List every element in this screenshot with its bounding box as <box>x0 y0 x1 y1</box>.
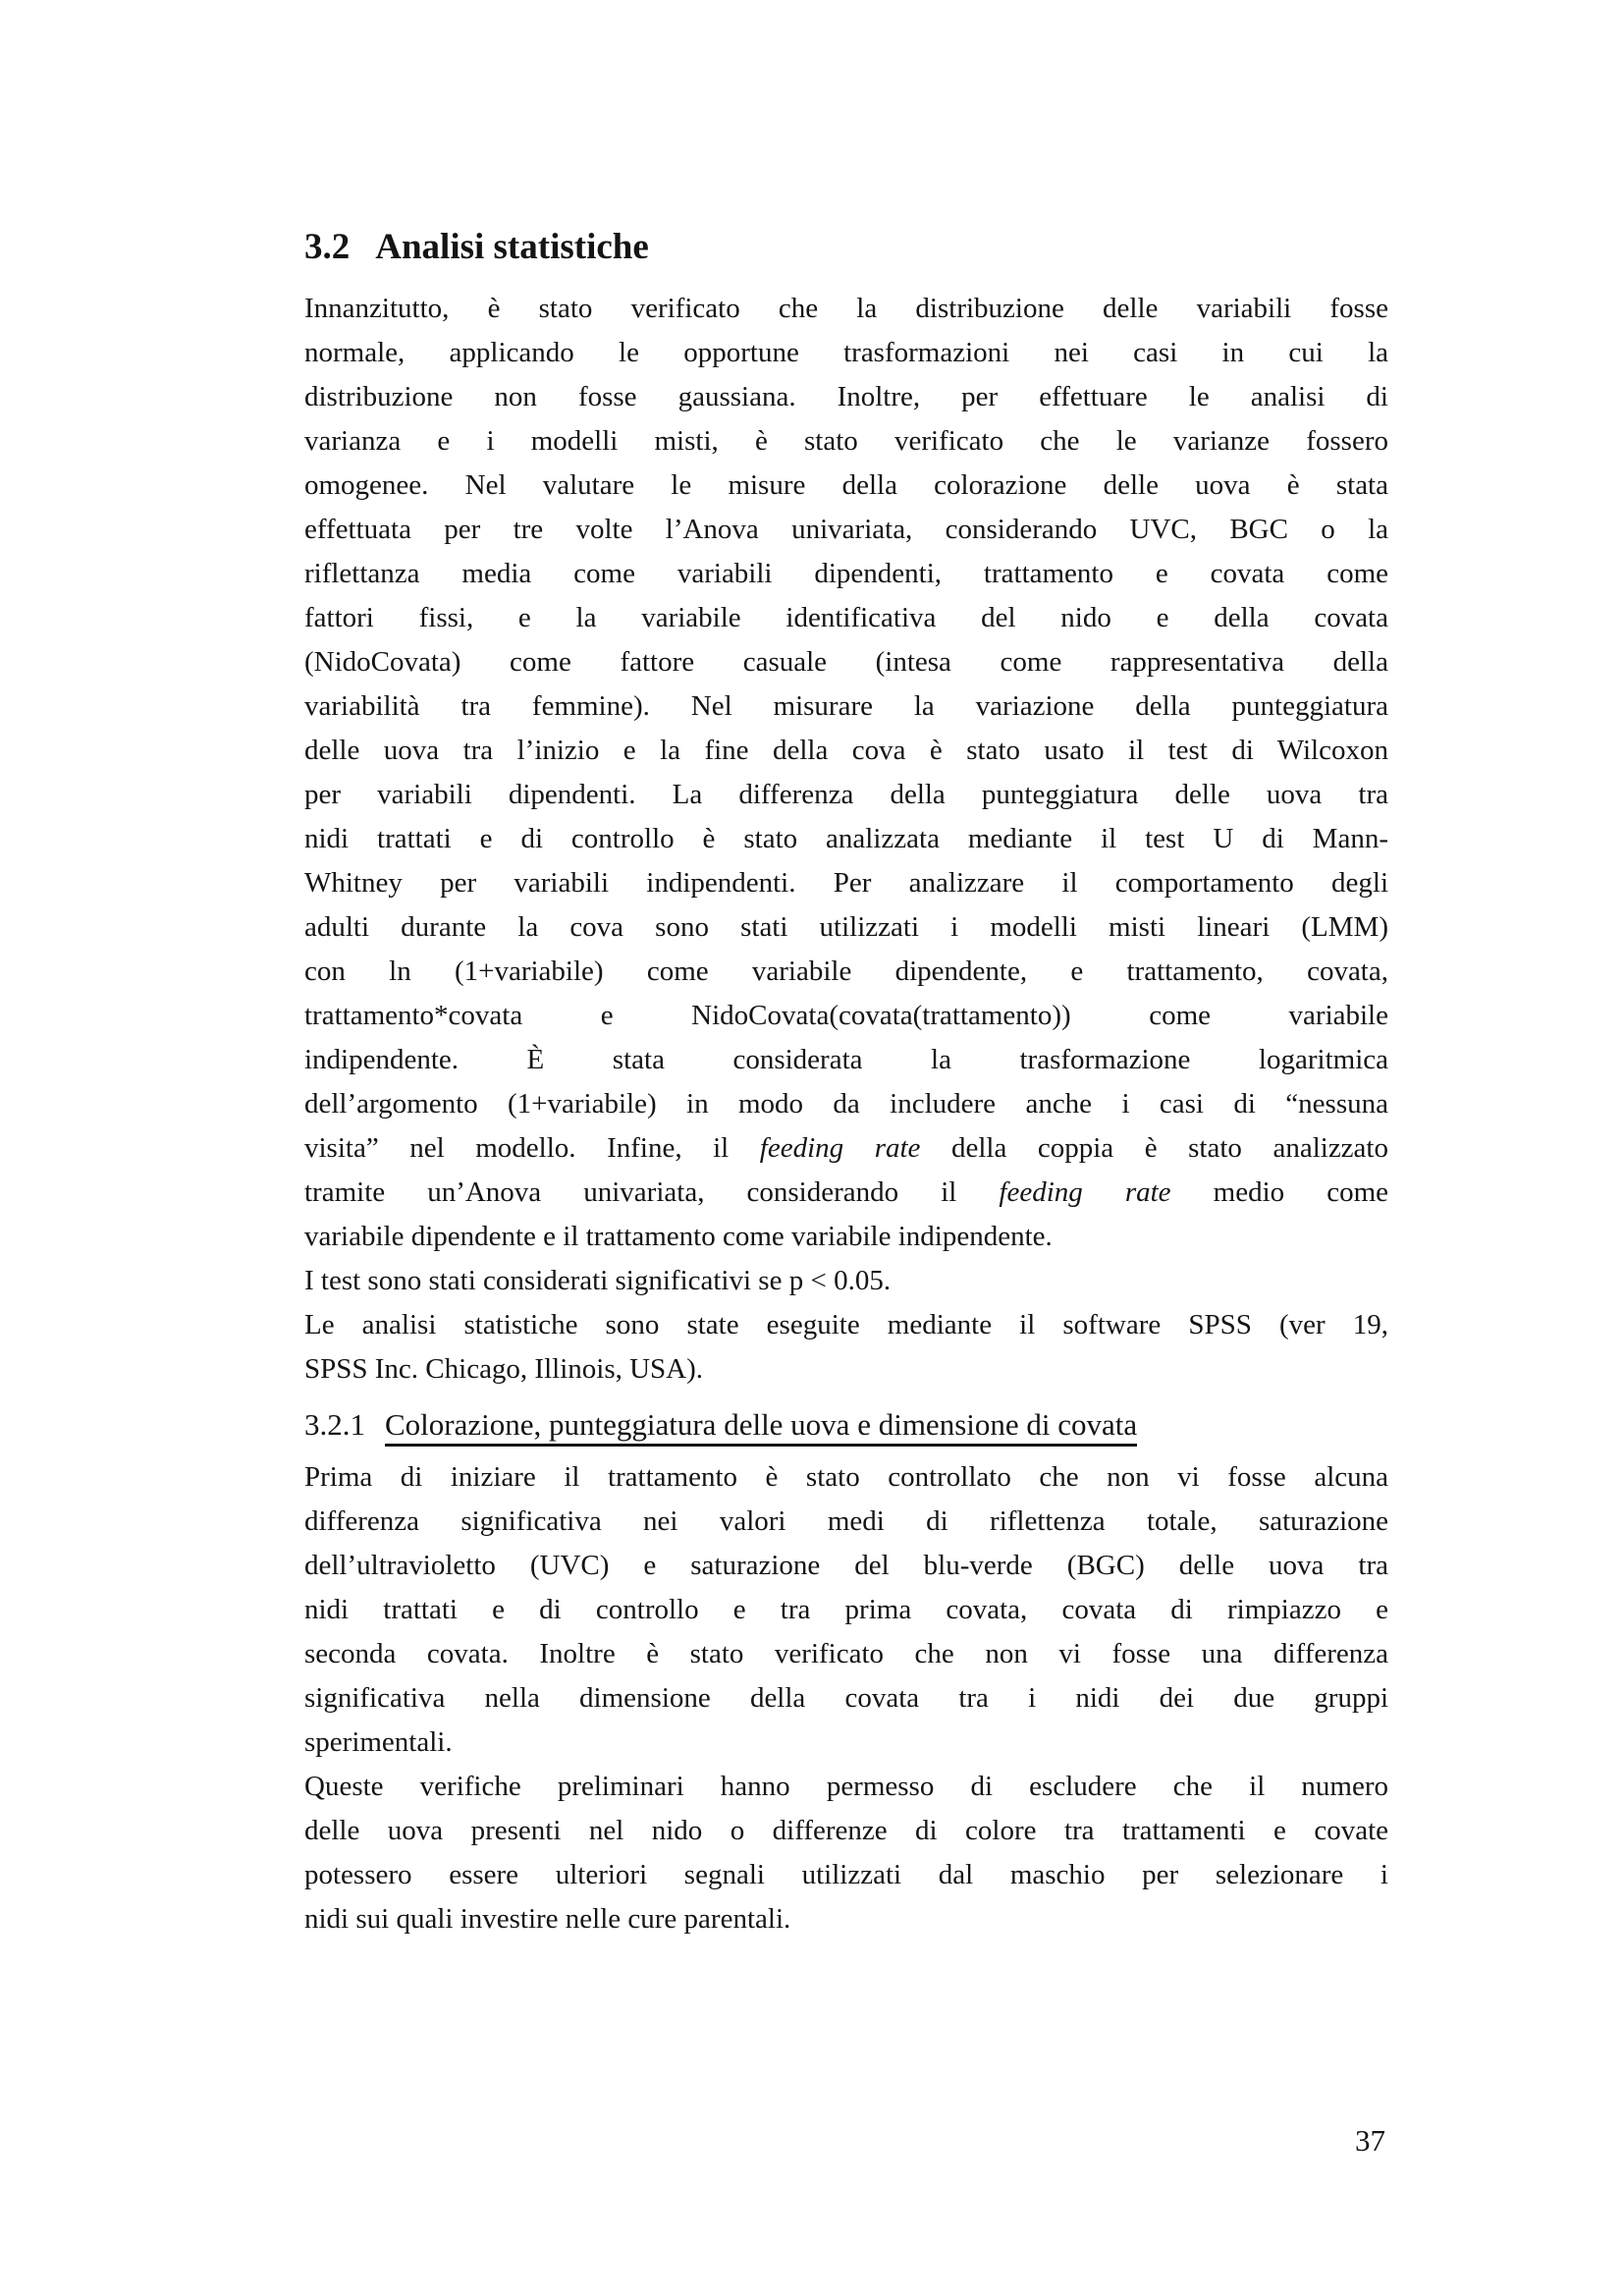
text-line: sperimentali. <box>304 1726 453 1758</box>
text-line: distribuzione non fosse gaussiana. Inoltre, per effettuare le analisi di <box>304 381 1388 412</box>
text-line: per variabili dipendenti. La differenza della punteggiatura delle uova tra <box>304 779 1388 810</box>
text-line: tramite un’Anova univariata, considerando il feeding rate medio come <box>304 1176 1388 1208</box>
section-title: Analisi statistiche <box>375 227 649 267</box>
text-line: dell’ultravioletto (UVC) e saturazione del blu-verde (BGC) delle uova tra <box>304 1550 1388 1581</box>
text-line: I test sono stati considerati significativi se p < 0.05. <box>304 1265 892 1296</box>
page-number: 37 <box>1355 2123 1385 2158</box>
section-heading <box>304 226 649 269</box>
text-line: Prima di iniziare il trattamento è stato controllato che non vi fosse alcuna <box>304 1461 1388 1493</box>
text-line: differenza significativa nei valori medi di riflettenza totale, saturazione <box>304 1505 1388 1537</box>
text-line: seconda covata. Inoltre è stato verificato che non vi fosse una differenza <box>304 1638 1388 1669</box>
text-line: omogenee. Nel valutare le misure della colorazione delle uova è stata <box>304 469 1388 501</box>
text-line: indipendente. È stata considerata la trasformazione logaritmica <box>304 1044 1388 1075</box>
paragraph-statistics-intro <box>304 287 1388 1259</box>
text-line: riflettanza media come variabili dipendenti, trattamento e covata come <box>304 558 1388 589</box>
text-line: trattamento*covata e NidoCovata(covata(trattamento)) come variabile <box>304 1000 1388 1031</box>
paragraph-preliminary-checks <box>304 1455 1388 1765</box>
text-line: con ln (1+variabile) come variabile dipendente, e trattamento, covata, <box>304 956 1388 987</box>
text-line: nidi trattati e di controllo e tra prima covata, covata di rimpiazzo e <box>304 1594 1388 1625</box>
text-line: delle uova tra l’inizio e la fine della cova è stato usato il test di Wilcoxon <box>304 735 1388 766</box>
text-line: potessero essere ulteriori segnali utilizzati dal maschio per selezionare i <box>304 1859 1388 1890</box>
subsection-heading <box>304 1402 1137 1447</box>
text-line: normale, applicando le opportune trasformazioni nei casi in cui la <box>304 337 1388 368</box>
text-line: SPSS Inc. Chicago, Illinois, USA). <box>304 1353 704 1385</box>
text-line: effettuata per tre volte l’Anova univariata, considerando UVC, BGC o la <box>304 514 1388 545</box>
text-line: visita” nel modello. Infine, il feeding rate della coppia è stato analizzato <box>304 1132 1388 1164</box>
paragraph-software <box>304 1303 1388 1392</box>
text-line: fattori fissi, e la variabile identificativa del nido e della covata <box>304 602 1388 633</box>
text-line: variabilità tra femmine). Nel misurare la variazione della punteggiatura <box>304 690 1388 722</box>
paragraph-significance <box>304 1259 1388 1303</box>
text-line: Queste verifiche preliminari hanno permesso di escludere che il numero <box>304 1771 1388 1802</box>
text-line: adulti durante la cova sono stati utilizzati i modelli misti lineari (LMM) <box>304 911 1388 943</box>
text-line: nidi sui quali investire nelle cure parentali. <box>304 1903 791 1935</box>
text-line: delle uova presenti nel nido o differenze di colore tra trattamenti e covate <box>304 1815 1388 1846</box>
paragraph-conclusion <box>304 1765 1388 1941</box>
text-line: nidi trattati e di controllo è stato analizzata mediante il test U di Mann- <box>304 823 1388 854</box>
text-line: dell’argomento (1+variabile) in modo da includere anche i casi di “nessuna <box>304 1088 1388 1120</box>
italic-term: feeding rate <box>999 1176 1171 1208</box>
text-line: varianza e i modelli misti, è stato verificato che le varianze fossero <box>304 425 1388 457</box>
text-line: Le analisi statistiche sono state eseguite mediante il software SPSS (ver 19, <box>304 1309 1388 1340</box>
italic-term: feeding rate <box>759 1132 921 1164</box>
text-line: Whitney per variabili indipendenti. Per analizzare il comportamento degli <box>304 867 1388 899</box>
text-line: variabile dipendente e il trattamento come variabile indipendente. <box>304 1221 1053 1252</box>
text-line: significativa nella dimensione della covata tra i nidi dei due gruppi <box>304 1682 1388 1714</box>
text-line: Innanzitutto, è stato verificato che la distribuzione delle variabili fosse <box>304 293 1388 324</box>
section-number: 3.2 <box>304 227 351 267</box>
subsection-number: 3.2.1 <box>304 1407 365 1442</box>
text-line: (NidoCovata) come fattore casuale (intesa come rappresentativa della <box>304 646 1388 678</box>
subsection-title: Colorazione, punteggiatura delle uova e dimensione di covata <box>385 1407 1137 1447</box>
